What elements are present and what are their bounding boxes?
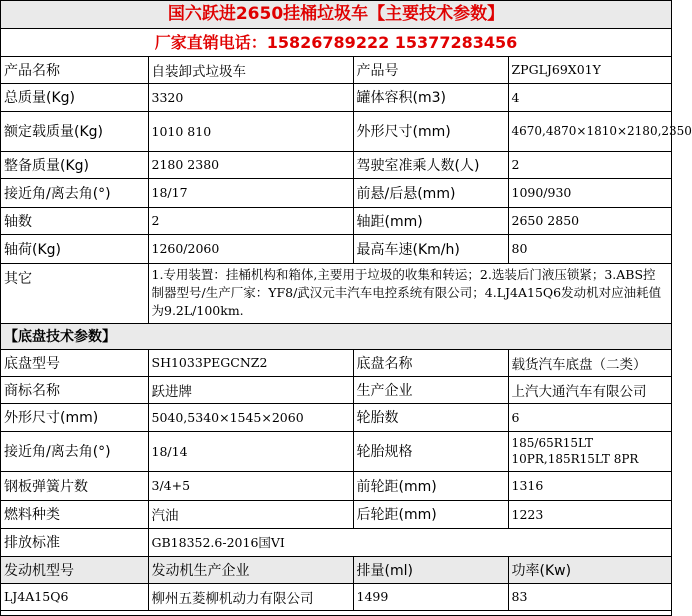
cell-value: 4670,4870×1810×2180,2350 (508, 111, 671, 151)
cell-label: 轮胎数 (353, 403, 508, 431)
table-row (1, 500, 671, 528)
cell-value: 1090/930 (508, 178, 671, 207)
cell-value: 2650 2850 (508, 207, 671, 234)
cell-label: 底盘名称 (353, 349, 508, 376)
cell-label: 前轮距(mm) (353, 471, 508, 500)
cell-value: 自装卸式垃圾车 (148, 57, 353, 83)
table-row (1, 57, 671, 83)
cell-label: 轴距(mm) (353, 207, 508, 234)
table-row (1, 323, 671, 349)
cell-label: 生产企业 (353, 376, 508, 403)
cell-label: 最高车速(Km/h) (353, 234, 508, 263)
cell-value: 2 (508, 151, 671, 178)
cell-label: 外形尺寸(mm) (353, 111, 508, 151)
column-header: 发动机型号 (1, 556, 148, 583)
cell-label: 接近角/离去角(°) (1, 431, 148, 471)
cell-value: 柳州五菱柳机动力有限公司 (148, 583, 353, 610)
table-row (1, 471, 671, 500)
cell-value: 185/65R15LT 10PR,185R15LT 8PR (508, 431, 671, 471)
cell-value: 18/14 (148, 431, 353, 471)
cell-label: 额定载质量(Kg) (1, 111, 148, 151)
cell-label: 底盘型号 (1, 349, 148, 376)
cell-label: 轴数 (1, 207, 148, 234)
spec-table (1, 57, 692, 611)
table-row (1, 178, 671, 207)
cell-value: 汽油 (148, 500, 353, 528)
cell-value: 跃进牌 (148, 376, 353, 403)
cell-label: 轴荷(Kg) (1, 234, 148, 263)
table-row (1, 528, 671, 556)
cell-value: 5040,5340×1545×2060 (148, 403, 353, 431)
table-row (1, 234, 671, 263)
table-row (1, 83, 671, 111)
cell-label: 钢板弹簧片数 (1, 471, 148, 500)
cell-label: 驾驶室准乘人数(人) (353, 151, 508, 178)
cell-label: 燃料种类 (1, 500, 148, 528)
cell-value: 上汽大通汽车有限公司 (508, 376, 671, 403)
table-row (1, 207, 671, 234)
cell-value: 1260/2060 (148, 234, 353, 263)
other-notes: 1.专用装置：挂桶机构和箱体,主要用于垃圾的收集和转运；2.选装后门液压锁紧；3.ABS控制器型号/生产厂家：YF8/武汉元丰汽车电控系统有限公司；4.LJ4A15Q6发动机对应油耗值为9.2L/100km. (148, 263, 671, 323)
cell-label: 外形尺寸(mm) (1, 403, 148, 431)
cell-value: 1223 (508, 500, 671, 528)
cell-value: 6 (508, 403, 671, 431)
cell-value: 1010 810 (148, 111, 353, 151)
cell-label: 整备质量(Kg) (1, 151, 148, 178)
engine-value-row (1, 583, 671, 610)
cell-label: 产品名称 (1, 57, 148, 83)
cell-value: 3320 (148, 83, 353, 111)
cell-label: 商标名称 (1, 376, 148, 403)
table-row (1, 151, 671, 178)
cell-label: 产品号 (353, 57, 508, 83)
sheet-title: 国六跃进2650挂桶垃圾车【主要技术参数】 (1, 1, 671, 29)
emission-value: GB18352.6-2016国VI (148, 528, 671, 556)
table-row (1, 403, 671, 431)
cell-value: 1499 (353, 583, 508, 610)
column-header: 排量(ml) (353, 556, 508, 583)
cell-label: 前悬/后悬(mm) (353, 178, 508, 207)
cell-label: 接近角/离去角(°) (1, 178, 148, 207)
cell-value: 4 (508, 83, 671, 111)
cell-value: 3/4+5 (148, 471, 353, 500)
table-row (1, 376, 671, 403)
chassis-section-title: 【底盘技术参数】 (1, 323, 671, 349)
cell-value: 80 (508, 234, 671, 263)
cell-value: LJ4A15Q6 (1, 583, 148, 610)
table-row (1, 431, 671, 471)
engine-header-row (1, 556, 671, 583)
table-row (1, 349, 671, 376)
cell-value: SH1033PEGCNZ2 (148, 349, 353, 376)
table-row (1, 111, 671, 151)
column-header: 功率(Kw) (508, 556, 671, 583)
table-row (1, 263, 671, 323)
cell-value: 载货汽车底盘（二类） (508, 349, 671, 376)
column-header: 发动机生产企业 (148, 556, 353, 583)
cell-label: 轮胎规格 (353, 431, 508, 471)
cell-label: 总质量(Kg) (1, 83, 148, 111)
cell-value: ZPGLJ69X01Y (508, 57, 671, 83)
contact-phone: 厂家直销电话：15826789222 15377283456 (1, 29, 671, 57)
cell-value: 83 (508, 583, 671, 610)
cell-label: 后轮距(mm) (353, 500, 508, 528)
cell-label: 罐体容积(m3) (353, 83, 508, 111)
cell-value: 1316 (508, 471, 671, 500)
cell-value: 2 (148, 207, 353, 234)
other-label: 其它 (1, 263, 148, 323)
cell-value: 18/17 (148, 178, 353, 207)
cell-value: 2180 2380 (148, 151, 353, 178)
emission-label: 排放标准 (1, 528, 148, 556)
